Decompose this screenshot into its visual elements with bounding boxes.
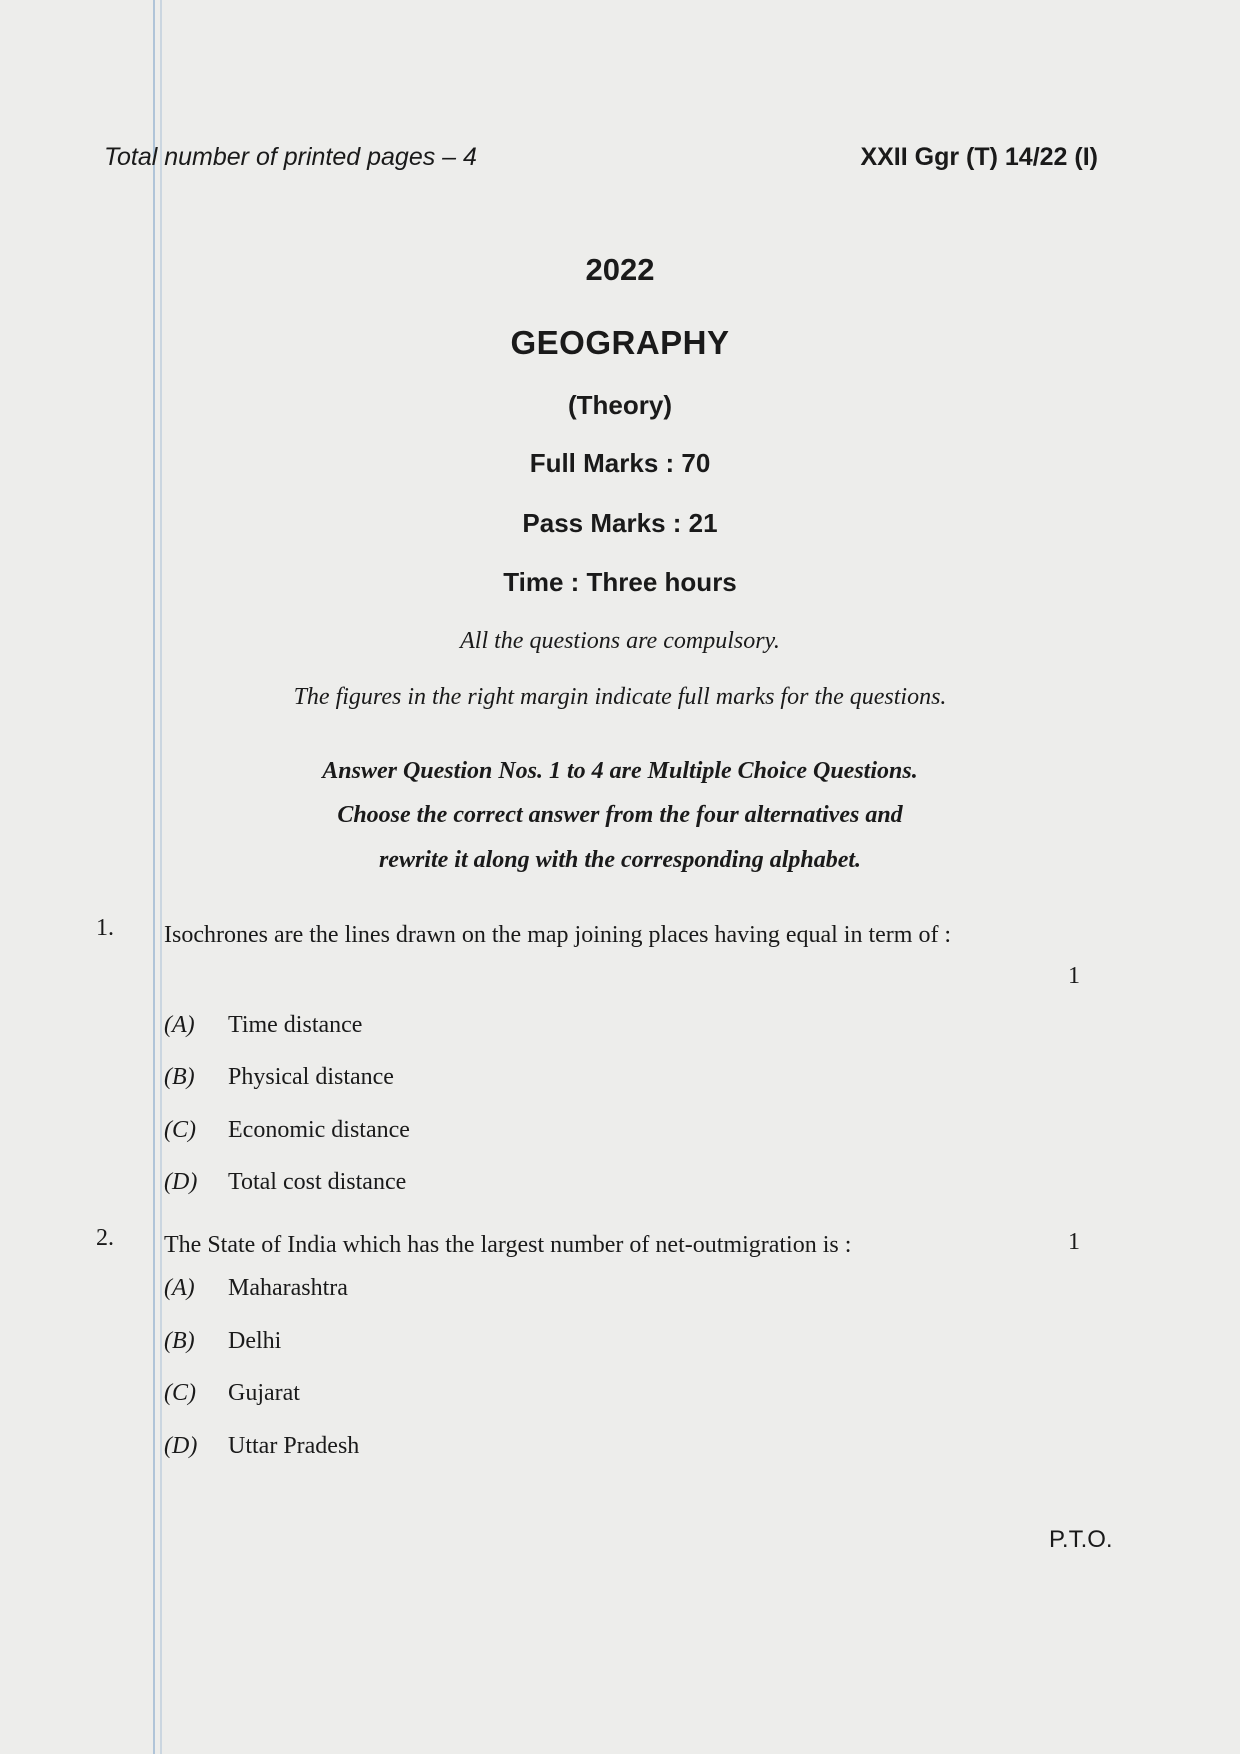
question-number: 2. [96,1225,114,1251]
option-text: Time distance [228,1012,363,1038]
option-text: Delhi [228,1328,282,1354]
option-letter: (C) [164,1380,196,1406]
option-text: Gujarat [228,1380,300,1406]
paper-type: (Theory) [568,390,672,420]
option-item [164,1380,300,1407]
option-text: Uttar Pradesh [228,1433,360,1459]
pass-marks: Pass Marks : 21 [522,508,718,538]
option-letter: (D) [164,1433,198,1459]
option-letter: (B) [164,1328,195,1354]
option-letter: (A) [164,1275,195,1301]
printed-pages-note: Total number of printed pages – 4 [104,143,477,171]
instruction-mcq-3: rewrite it along with the corresponding alphabet. [378,847,862,873]
full-marks: Full Marks : 70 [529,448,711,478]
exam-year: 2022 [585,252,655,287]
option-item [164,1012,362,1039]
question-number: 1. [96,915,114,941]
option-text: Physical distance [228,1064,394,1090]
option-item [164,1117,410,1144]
exam-time: Time : Three hours [503,567,737,597]
option-letter: (C) [164,1117,196,1143]
option-item [164,1275,348,1302]
option-letter: (B) [164,1064,195,1090]
question-text: Isochrones are the lines drawn on the map joining places having equal in term of : [164,922,952,948]
question-marks: 1 [1068,963,1080,989]
exam-subject: GEOGRAPHY [510,324,730,361]
option-item [164,1064,394,1091]
option-text: Total cost distance [228,1169,407,1195]
paper-code: XXII Ggr (T) 14/22 (I) [860,143,1098,171]
instruction-mcq-2: Choose the correct answer from the four alternatives and [337,802,903,828]
option-item [164,1328,281,1355]
option-item [164,1433,359,1460]
option-letter: (D) [164,1169,198,1195]
option-text: Economic distance [228,1117,410,1143]
instruction-mcq-1: Answer Question Nos. 1 to 4 are Multiple Choice Questions. [322,758,918,784]
instruction-compulsory: All the questions are compulsory. [460,628,780,654]
question-marks: 1 [1068,1229,1080,1255]
option-letter: (A) [164,1012,195,1038]
question-text: The State of India which has the largest number of net-outmigration is : [164,1232,852,1258]
option-text: Maharashtra [228,1275,348,1301]
instruction-marks: The figures in the right margin indicate full marks for the questions. [293,684,947,710]
option-item [164,1169,406,1196]
page-turn-over: P.T.O. [1049,1526,1113,1553]
